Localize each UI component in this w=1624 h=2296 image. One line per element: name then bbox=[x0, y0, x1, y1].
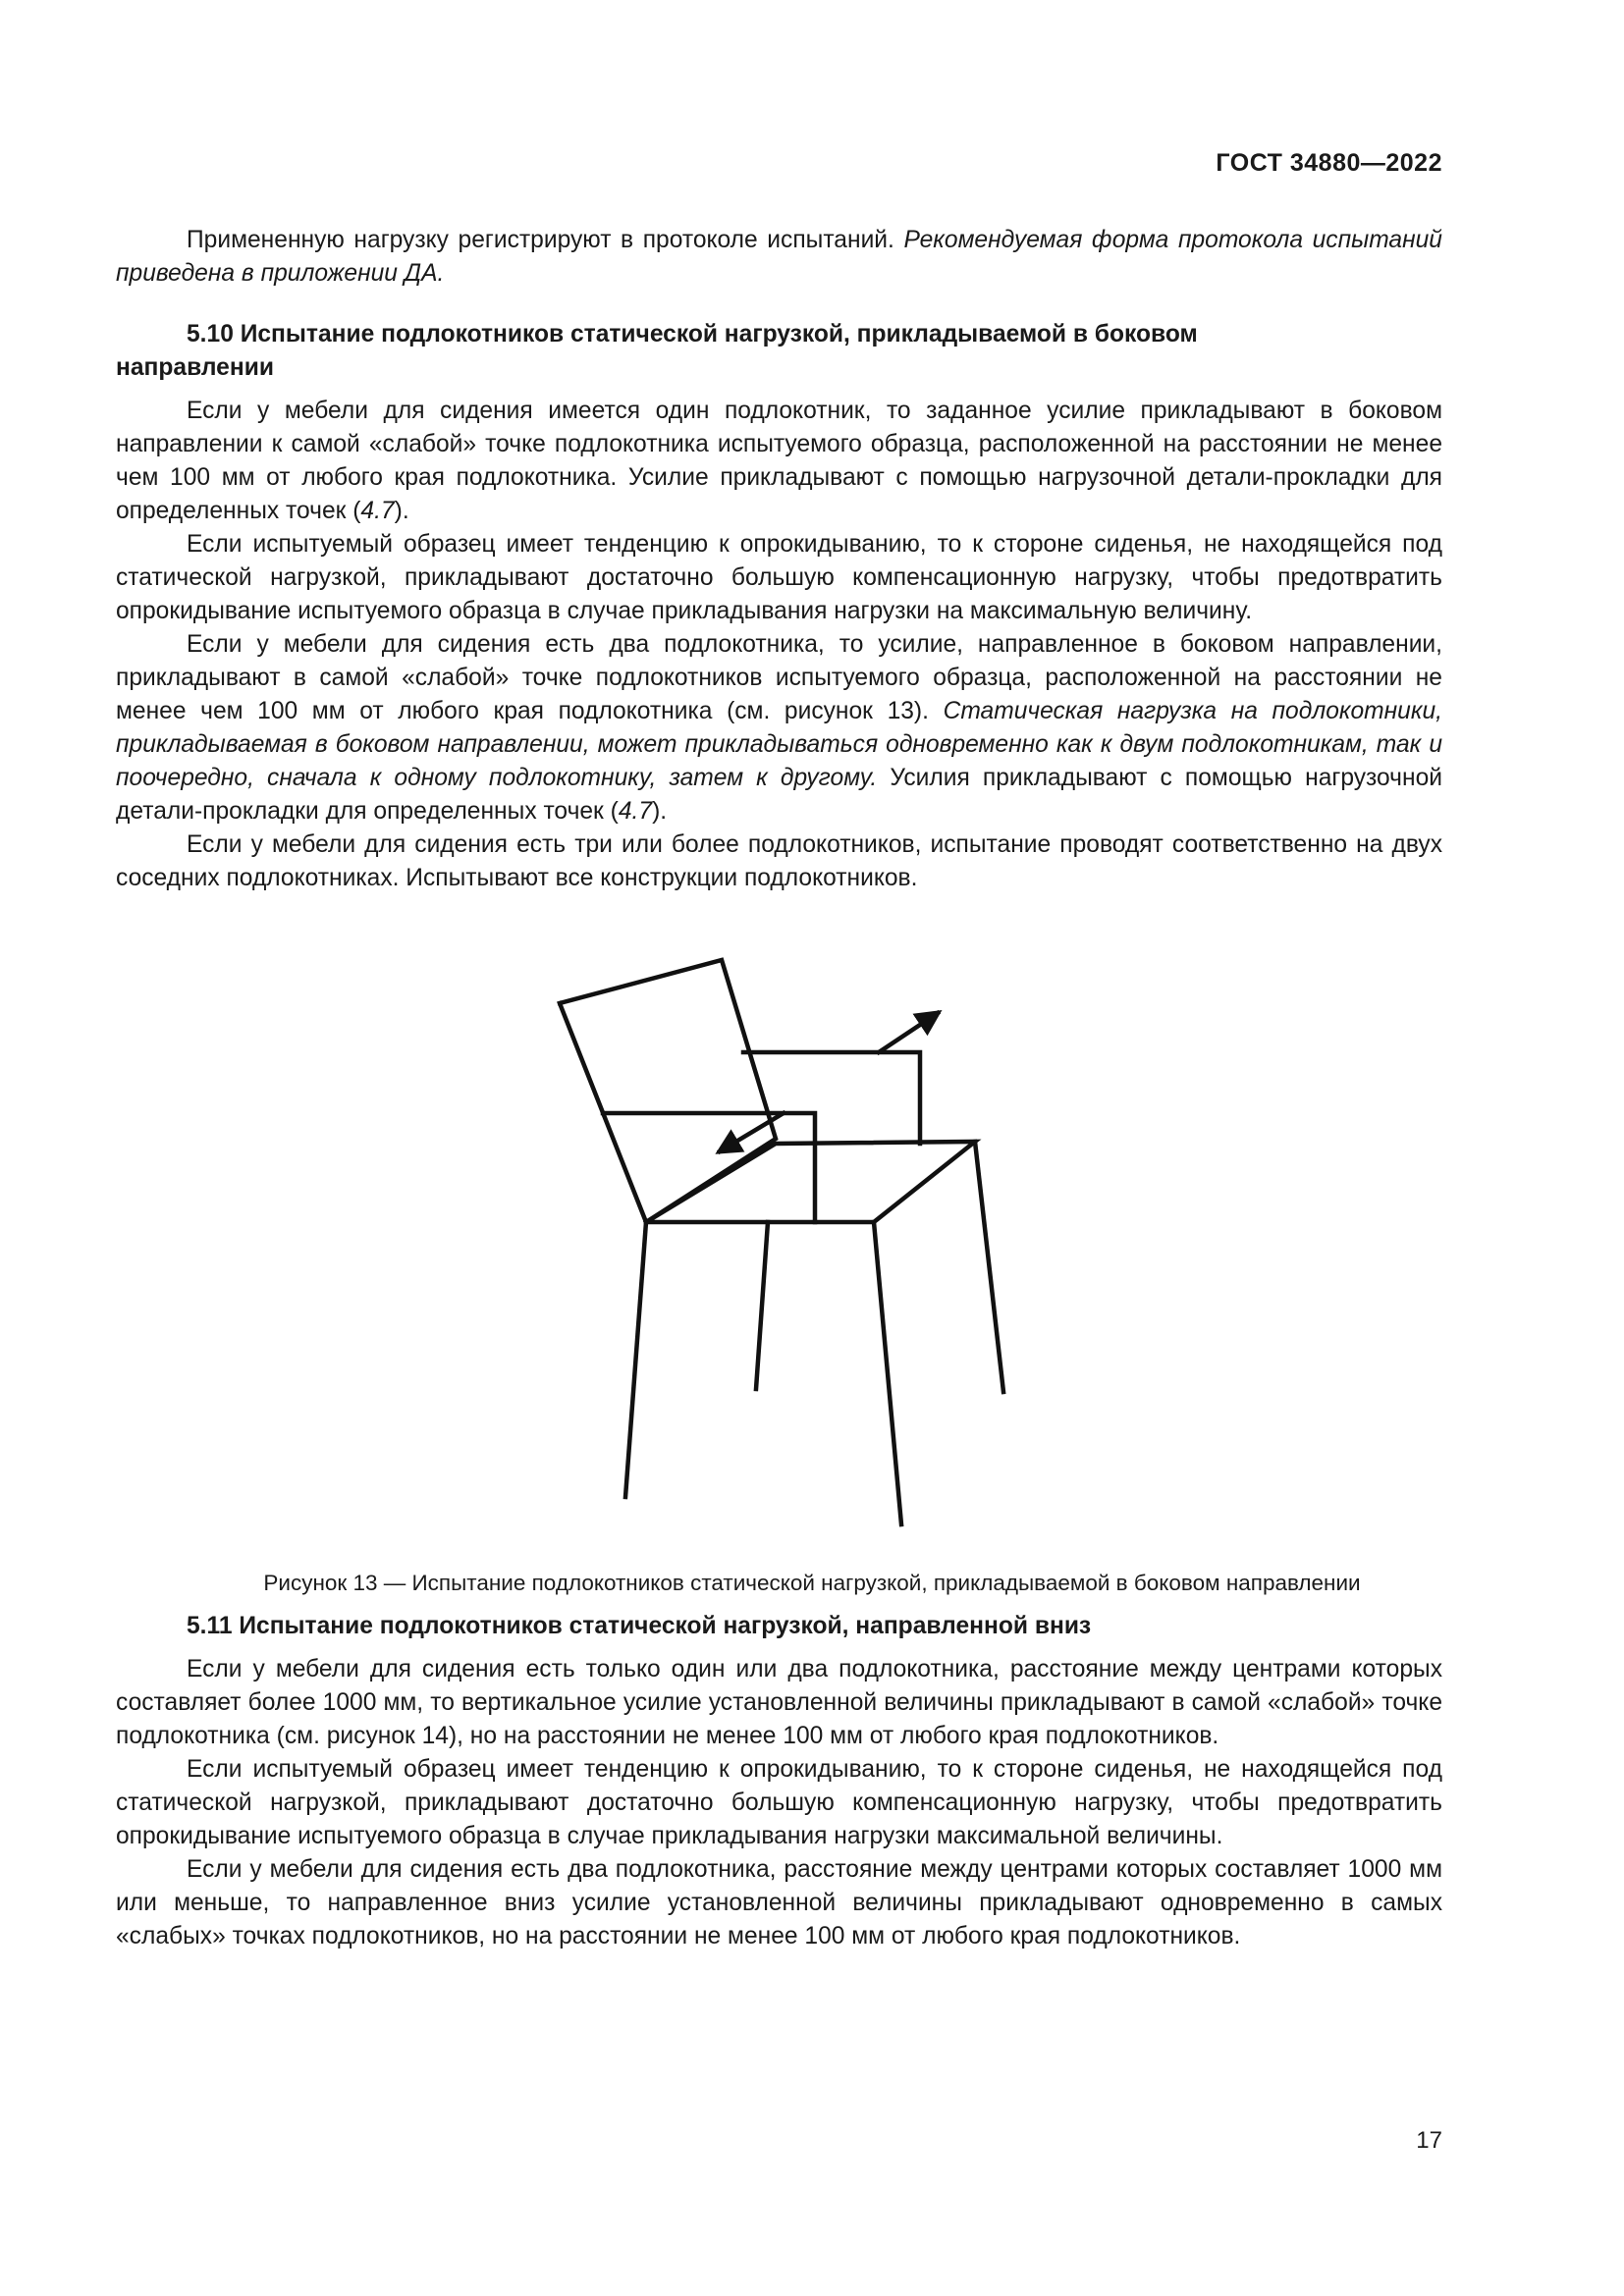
section-5-11-text bbox=[116, 1610, 1442, 1953]
figure-13-caption: Рисунок 13 — Испытание подлокотников статической нагрузкой, прикладываемой в боковом направлении bbox=[263, 1571, 1361, 1595]
document-header: ГОСТ 34880—2022 bbox=[1216, 149, 1442, 177]
chair-armrest-diagram bbox=[0, 944, 1624, 1553]
section-5-10-paragraph-4: Если у мебели для сидения есть три или более подлокотников, испытание проводят соответственно на двух соседних подлокотниках. Испытывают все конструкции подлокотников. bbox=[116, 831, 1442, 891]
chair-leg-back-left bbox=[756, 1222, 768, 1389]
section-5-10-heading: 5.10 Испытание подлокотников статической нагрузкой, прикладываемой в боковом направлении bbox=[116, 321, 1198, 381]
chair-leg-back-right bbox=[975, 1142, 1003, 1392]
force-arrow-back bbox=[879, 1013, 938, 1052]
section-5-10-paragraph-1: Если у мебели для сидения имеется один подлокотник, то заданное усилие прикладывают в боковом направлении к самой «слабой» точке подлокотника испытуемого образца, расположенной на расстоянии не менее чем 100 мм от любого края подлокотника. Усилие прикладывают с помощью нагрузочной детали-прокладки для определенных точек (4.7). bbox=[116, 398, 1442, 524]
chair-leg-front-right bbox=[874, 1222, 901, 1524]
intro-paragraph: Примененную нагрузку регистрируют в протоколе испытаний. Рекомендуемая форма протокола испытаний приведена в приложении ДА. bbox=[116, 227, 1442, 287]
chair-backrest bbox=[560, 960, 776, 1222]
section-5-10-paragraph-3: Если у мебели для сидения есть два подлокотника, то усилие, направленное в боковом направлении, прикладывают в самой «слабой» точке подлокотников испытуемого образца, расположенной на расстоянии не менее чем 100 мм от любого края подлокотника (см. рисунок 13). Статическая нагрузка на подлокотники, прикладываемая в боковом направлении, может прикладываться одновременно как к двум подлокотникам, так и поочередно, сначала к одному подлокотнику, затем к другому. Усилия прикладывают с помощью нагрузочной детали-прокладки для определенных точек (4.7). bbox=[116, 631, 1442, 825]
section-5-11-paragraph-3: Если у мебели для сидения есть два подлокотника, расстояние между центрами которых составляет 1000 мм или меньше, то направленное вниз усилие установленной величины прикладывают одновременно в самых «слабых» точках подлокотников, но на расстоянии не менее 100 мм от любого края подлокотников. bbox=[116, 1856, 1442, 1949]
chair-front-armrest bbox=[603, 1113, 815, 1222]
chair-back-armrest bbox=[743, 1052, 920, 1144]
section-5-11-heading: 5.11 Испытание подлокотников статической нагрузкой, направленной вниз bbox=[187, 1613, 1092, 1639]
page-number: 17 bbox=[1416, 2127, 1442, 2154]
section-5-10-paragraph-2: Если испытуемый образец имеет тенденцию к опрокидыванию, то к стороне сиденья, не находящейся под статической нагрузкой, прикладывают достаточно большую компенсационную нагрузку, чтобы предотвратить опрокидывание испытуемого образца в случае прикладывания нагрузки на максимальную величину. bbox=[116, 531, 1442, 624]
section-5-11-paragraph-1: Если у мебели для сидения есть только один или два подлокотника, расстояние между центрами которых составляет более 1000 мм, то вертикальное усилие установленной величины прикладывают в самой «слабой» точке подлокотника (см. рисунок 14), но на расстоянии не менее 100 мм от любого края подлокотников. bbox=[116, 1656, 1442, 1749]
section-5-10-text bbox=[116, 224, 1442, 895]
chair-leg-front-left bbox=[625, 1222, 646, 1497]
chair-seat bbox=[646, 1142, 975, 1222]
figure-13 bbox=[0, 944, 1624, 1553]
section-5-11-paragraph-2: Если испытуемый образец имеет тенденцию к опрокидыванию, то к стороне сиденья, не находящейся под статической нагрузкой, прикладывают достаточно большую компенсационную нагрузку, чтобы предотвратить опрокидывание испытуемого образца в случае прикладывания нагрузки максимальной величины. bbox=[116, 1756, 1442, 1849]
